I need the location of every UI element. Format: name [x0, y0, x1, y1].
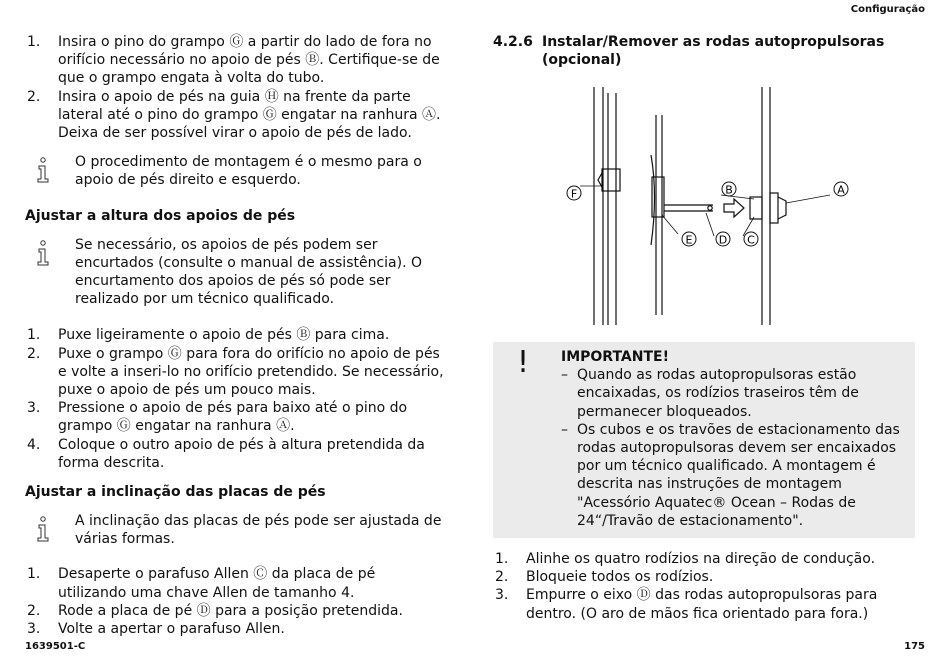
- footrest-mount-steps: [25, 33, 445, 142]
- list-item: [25, 345, 445, 400]
- item-text: Puxe o grampo Ⓖ para fora do orifício no apoio de pés e volte a inseri-lo no orifício pretendido. Se necessário, puxe o apoio de pés um pouco mais.: [58, 345, 444, 399]
- list-item: [25, 565, 445, 601]
- wheel-install-steps: [493, 550, 915, 623]
- item-text: Coloque o outro apoio de pés à altura pretendida da forma descrita.: [58, 436, 425, 471]
- item-number: 3.: [27, 400, 41, 417]
- callout-D: [716, 232, 730, 247]
- footrest-height-steps: [25, 326, 445, 472]
- note-text: A inclinação das placas de pés pode ser ajustada de várias formas.: [75, 513, 442, 548]
- list-item: [25, 436, 445, 472]
- callout-label: B: [725, 183, 733, 197]
- section-number: 4.2.6: [493, 34, 533, 50]
- running-header-title: Configuração: [850, 4, 925, 15]
- item-number: 2.: [27, 88, 41, 105]
- list-item: [25, 620, 445, 638]
- item-number: 3.: [495, 587, 509, 604]
- item-number: 1.: [27, 566, 41, 583]
- section-title: Instalar/Remover as rodas autopropulsoras (opcional): [542, 34, 885, 68]
- bullet-text: Quando as rodas autopropulsoras estão encaixadas, os rodízios traseiros têm de permanecer bloqueados.: [577, 367, 859, 420]
- info-note: [25, 153, 445, 189]
- dash-marker: –: [561, 367, 568, 384]
- footplate-angle-steps: [25, 565, 445, 638]
- item-number: 1.: [27, 34, 41, 50]
- list-item: [25, 33, 445, 88]
- list-item: [25, 602, 445, 620]
- callout-label: E: [685, 233, 693, 247]
- callout-A: [834, 182, 848, 197]
- item-number: 2.: [27, 602, 41, 619]
- item-text: Rode a placa de pé Ⓓ para a posição pretendida.: [58, 602, 403, 619]
- item-number: 1.: [495, 551, 509, 568]
- dash-marker: –: [561, 421, 568, 438]
- item-text: Desaperte o parafuso Allen Ⓒ da placa de pé utilizando uma chave Allen de tamanho 4.: [58, 566, 376, 601]
- list-item: [493, 586, 915, 622]
- item-text: Bloqueie todos os rodízios.: [526, 569, 714, 586]
- item-text: Insira o apoio de pés na guia Ⓗ na frente da parte lateral até o pino do grampo Ⓖ engatar na ranhura Ⓐ. Deixa de ser possível virar o apoio de pés de lado.: [58, 88, 441, 142]
- diagram-svg: [558, 85, 858, 330]
- right-column: [493, 33, 915, 623]
- callout-label: A: [837, 183, 845, 197]
- left-column: [25, 33, 445, 638]
- heading-footplate-angle: Ajustar a inclinação das placas de pés: [25, 484, 326, 501]
- item-number: 1.: [27, 327, 41, 344]
- list-item: [493, 550, 915, 568]
- important-bullet: [561, 366, 907, 421]
- list-item: [493, 568, 915, 586]
- section-heading: [493, 33, 915, 69]
- item-text: Insira o pino do grampo Ⓖ a partir do lado de fora no orifício necessário no apoio de pés Ⓑ. Certifique-se de que o grampo engata à volta do tubo.: [58, 34, 440, 87]
- info-note: [25, 236, 445, 309]
- item-number: 4.: [27, 436, 41, 453]
- item-text: Empurre o eixo Ⓓ das rodas autopropulsoras para dentro. (O aro de mãos fica orientado para fora.): [526, 587, 878, 622]
- item-number: 2.: [495, 569, 509, 586]
- note-text: O procedimento de montagem é o mesmo para o apoio de pés direito e esquerdo.: [75, 154, 422, 189]
- callout-B: [722, 182, 736, 197]
- info-icon: [36, 516, 50, 542]
- callout-label: C: [747, 233, 755, 247]
- callout-E: [682, 232, 696, 247]
- info-icon: [36, 157, 50, 183]
- item-text: Puxe ligeiramente o apoio de pés Ⓑ para cima.: [58, 327, 390, 344]
- bullet-text: Os cubos e os travões de estacionamento das rodas autopropulsoras devem ser encaixados por um técnico qualificado. A montagem é descrita nas instruções de montagem "Acessório Aquatec® Ocean – Rodas de 24“/Travão de estacionamento".: [577, 421, 900, 529]
- page-number: 175: [904, 641, 925, 652]
- wheel-axle-diagram: [558, 85, 858, 330]
- list-item: [25, 326, 445, 344]
- heading-footrest-height: Ajustar a altura dos apoios de pés: [25, 207, 296, 224]
- diagram-drawing: [594, 87, 786, 325]
- item-number: 2.: [27, 345, 41, 362]
- item-text: Volte a apertar o parafuso Allen.: [58, 621, 285, 638]
- document-id: 1639501-C: [25, 641, 86, 652]
- warning-exclamation-icon: !: [517, 345, 530, 380]
- item-number: 3.: [27, 621, 41, 638]
- callout-C: [744, 232, 758, 247]
- callout-F: [567, 186, 581, 201]
- info-icon: [36, 240, 50, 266]
- callout-label: D: [718, 233, 728, 247]
- list-item: [25, 399, 445, 435]
- item-text: Pressione o apoio de pés para baixo até o pino do grampo Ⓖ engatar na ranhura Ⓐ.: [58, 400, 408, 435]
- note-text: Se necessário, os apoios de pés podem ser encurtados (consulte o manual de assistência). O encurtamento dos apoios de pés só pode ser realizado por um técnico qualificado.: [75, 236, 423, 308]
- info-note: [25, 512, 445, 548]
- item-text: Alinhe os quatro rodízios na direção de condução.: [526, 551, 876, 568]
- list-item: [25, 88, 445, 143]
- important-box: [493, 342, 915, 538]
- important-bullet: [561, 421, 907, 530]
- important-title: IMPORTANTE!: [561, 349, 669, 365]
- callout-label: F: [570, 187, 578, 201]
